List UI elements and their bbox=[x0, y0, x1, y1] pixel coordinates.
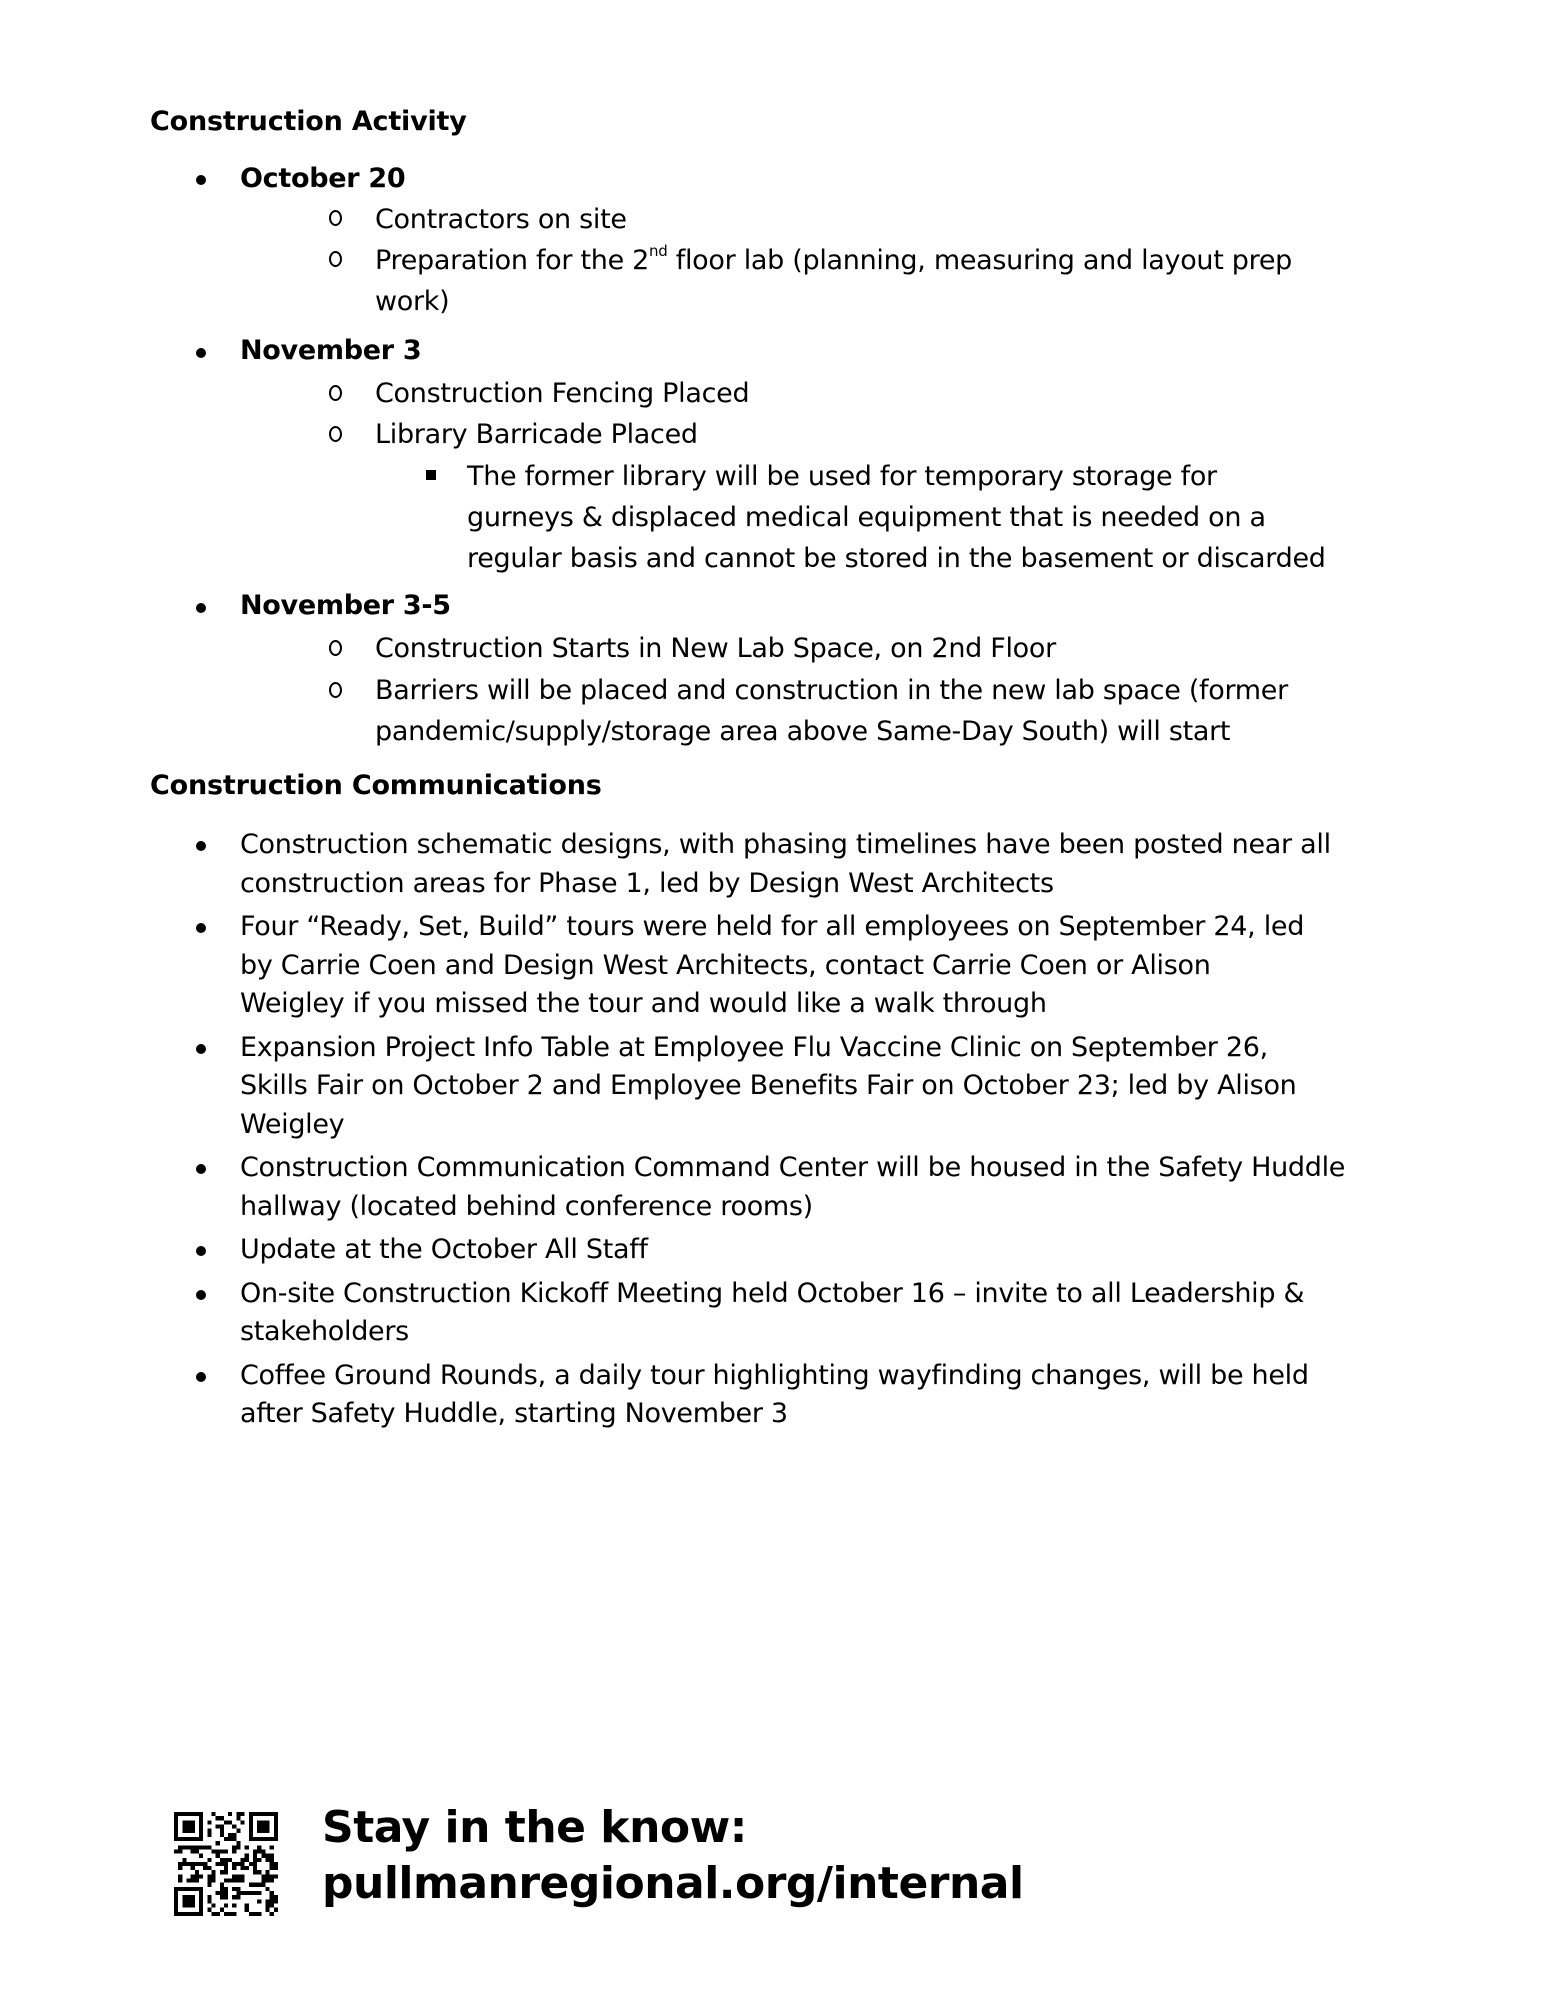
qr-module bbox=[232, 1895, 236, 1899]
qr-module bbox=[257, 1912, 261, 1916]
qr-module bbox=[195, 1862, 199, 1866]
qr-module bbox=[241, 1891, 245, 1895]
qr-module bbox=[245, 1891, 249, 1895]
qr-module bbox=[220, 1858, 224, 1862]
circle-bullet-icon bbox=[329, 385, 342, 401]
qr-module bbox=[220, 1887, 224, 1891]
entry-item: Construction Fencing Placed bbox=[375, 378, 750, 409]
qr-module bbox=[266, 1858, 270, 1862]
qr-module bbox=[228, 1912, 232, 1916]
qr-module bbox=[261, 1854, 265, 1858]
qr-module bbox=[224, 1870, 228, 1874]
communication-item-line: On-site Construction Kickoff Meeting held October 16 – invite to all Leadership & bbox=[240, 1277, 1305, 1309]
qr-module bbox=[224, 1891, 228, 1895]
qr-module bbox=[216, 1824, 220, 1828]
entry-date-october-20: October 20 bbox=[240, 163, 406, 194]
qr-module bbox=[228, 1812, 232, 1816]
qr-module bbox=[195, 1845, 199, 1849]
qr-module bbox=[253, 1854, 257, 1858]
square-bullet-icon bbox=[426, 470, 436, 480]
bullet-dot-icon bbox=[196, 841, 206, 851]
qr-module bbox=[195, 1870, 199, 1874]
qr-module bbox=[220, 1883, 224, 1887]
qr-module bbox=[186, 1862, 190, 1866]
qr-module bbox=[207, 1879, 211, 1883]
qr-module bbox=[270, 1899, 274, 1903]
qr-module bbox=[232, 1862, 236, 1866]
qr-finder bbox=[249, 1812, 253, 1841]
entry-date-november-3: November 3 bbox=[240, 335, 422, 366]
qr-module bbox=[241, 1874, 245, 1878]
qr-module bbox=[236, 1895, 240, 1899]
qr-module bbox=[224, 1837, 228, 1841]
qr-finder bbox=[199, 1812, 203, 1841]
qr-module bbox=[257, 1849, 261, 1853]
qr-module bbox=[241, 1820, 245, 1824]
qr-module bbox=[207, 1895, 211, 1899]
qr-module bbox=[195, 1879, 199, 1883]
qr-module bbox=[241, 1858, 245, 1862]
qr-module bbox=[266, 1887, 270, 1891]
qr-finder bbox=[249, 1812, 278, 1816]
qr-module bbox=[253, 1849, 257, 1853]
qr-module bbox=[257, 1883, 261, 1887]
qr-module bbox=[224, 1904, 228, 1908]
qr-module bbox=[232, 1833, 236, 1837]
qr-module bbox=[232, 1824, 236, 1828]
qr-module bbox=[232, 1837, 236, 1841]
qr-module bbox=[216, 1849, 220, 1853]
qr-module bbox=[274, 1899, 278, 1903]
qr-module bbox=[216, 1854, 220, 1858]
qr-module bbox=[220, 1849, 224, 1853]
qr-module bbox=[253, 1870, 257, 1874]
qr-module bbox=[270, 1895, 274, 1899]
qr-finder bbox=[174, 1812, 203, 1816]
circle-bullet-icon bbox=[329, 210, 342, 226]
qr-module bbox=[224, 1849, 228, 1853]
communication-item-line: Four “Ready, Set, Build” tours were held for all employees on September 24, led bbox=[240, 911, 1305, 942]
qr-module bbox=[216, 1891, 220, 1895]
qr-finder bbox=[199, 1887, 203, 1916]
qr-module bbox=[199, 1854, 203, 1858]
qr-module bbox=[211, 1870, 215, 1874]
qr-module bbox=[266, 1874, 270, 1878]
qr-module bbox=[191, 1879, 195, 1883]
qr-code-icon bbox=[174, 1812, 278, 1916]
qr-module bbox=[266, 1854, 270, 1858]
qr-module bbox=[270, 1879, 274, 1883]
qr-module bbox=[236, 1874, 240, 1878]
qr-module bbox=[199, 1862, 203, 1866]
qr-module bbox=[195, 1874, 199, 1878]
qr-module bbox=[186, 1845, 190, 1849]
qr-module bbox=[266, 1908, 270, 1912]
qr-module bbox=[228, 1833, 232, 1837]
communication-item-line: after Safety Huddle, starting November 3 bbox=[240, 1398, 788, 1429]
bullet-dot-icon bbox=[196, 1290, 206, 1300]
qr-module bbox=[270, 1845, 274, 1849]
qr-module bbox=[274, 1862, 278, 1866]
qr-module bbox=[178, 1862, 182, 1866]
qr-finder bbox=[174, 1837, 203, 1841]
qr-module bbox=[253, 1858, 257, 1862]
communication-item-line: Construction schematic designs, with phasing timelines have been posted near all bbox=[240, 829, 1331, 860]
qr-module bbox=[245, 1904, 249, 1908]
qr-module bbox=[216, 1816, 220, 1820]
qr-module bbox=[224, 1858, 228, 1862]
qr-finder bbox=[174, 1887, 178, 1916]
qr-module bbox=[224, 1866, 228, 1870]
qr-module bbox=[270, 1854, 274, 1858]
qr-module bbox=[270, 1874, 274, 1878]
qr-module bbox=[220, 1824, 224, 1828]
qr-module bbox=[211, 1874, 215, 1878]
qr-module bbox=[207, 1833, 211, 1837]
qr-module bbox=[236, 1862, 240, 1866]
qr-module bbox=[274, 1874, 278, 1878]
qr-module bbox=[270, 1866, 274, 1870]
qr-module bbox=[207, 1866, 211, 1870]
qr-module bbox=[199, 1845, 203, 1849]
qr-module bbox=[220, 1891, 224, 1895]
circle-bullet-icon bbox=[329, 640, 342, 656]
qr-module bbox=[232, 1879, 236, 1883]
qr-module bbox=[241, 1879, 245, 1883]
qr-module bbox=[207, 1820, 211, 1824]
qr-module bbox=[228, 1858, 232, 1862]
qr-module bbox=[257, 1845, 261, 1849]
entry-item: Contractors on site bbox=[375, 204, 627, 235]
qr-module bbox=[211, 1904, 215, 1908]
qr-finder bbox=[274, 1812, 278, 1841]
communication-item-line: Coffee Ground Rounds, a daily tour highlighting wayfinding changes, will be held bbox=[240, 1359, 1309, 1391]
qr-module bbox=[220, 1908, 224, 1912]
qr-module bbox=[203, 1845, 207, 1849]
qr-finder bbox=[174, 1912, 203, 1916]
qr-module bbox=[236, 1816, 240, 1820]
qr-module bbox=[270, 1912, 274, 1916]
qr-module bbox=[191, 1849, 195, 1853]
qr-module bbox=[216, 1862, 220, 1866]
communication-item-line: Update at the October All Staff bbox=[240, 1234, 648, 1265]
section-heading-construction-activity: Construction Activity bbox=[150, 106, 467, 137]
qr-module bbox=[228, 1879, 232, 1883]
qr-module bbox=[220, 1829, 224, 1833]
bullet-dot-icon bbox=[196, 175, 206, 185]
qr-module bbox=[270, 1891, 274, 1895]
bullet-dot-icon bbox=[196, 1246, 206, 1256]
bullet-dot-icon bbox=[196, 1372, 206, 1382]
qr-module bbox=[236, 1887, 240, 1891]
section-heading-construction-communications: Construction Communications bbox=[150, 770, 602, 801]
qr-module bbox=[241, 1812, 245, 1816]
qr-module bbox=[216, 1912, 220, 1916]
qr-module bbox=[257, 1899, 261, 1903]
qr-module bbox=[249, 1891, 253, 1895]
bullet-dot-icon bbox=[196, 923, 206, 933]
qr-module bbox=[245, 1845, 249, 1849]
qr-module bbox=[241, 1866, 245, 1870]
qr-module bbox=[182, 1845, 186, 1849]
sub-item-line: The former library will be used for temporary storage for bbox=[467, 461, 1217, 492]
circle-bullet-icon bbox=[329, 682, 342, 698]
qr-module bbox=[228, 1820, 232, 1824]
qr-module bbox=[224, 1879, 228, 1883]
qr-module bbox=[274, 1908, 278, 1912]
qr-module bbox=[266, 1899, 270, 1903]
qr-module bbox=[270, 1904, 274, 1908]
entry-item-continuation: work) bbox=[375, 286, 450, 317]
circle-bullet-icon bbox=[329, 426, 342, 442]
entry-item: Construction Starts in New Lab Space, on 2nd Floor bbox=[375, 633, 1056, 664]
qr-module bbox=[191, 1862, 195, 1866]
qr-module bbox=[224, 1862, 228, 1866]
qr-module bbox=[224, 1887, 228, 1891]
qr-module bbox=[211, 1812, 215, 1816]
qr-module bbox=[261, 1879, 265, 1883]
qr-module bbox=[253, 1891, 257, 1895]
communication-item-line: construction areas for Phase 1, led by Design West Architects bbox=[240, 867, 1054, 899]
qr-module bbox=[191, 1845, 195, 1849]
qr-module bbox=[241, 1862, 245, 1866]
qr-module bbox=[182, 1862, 186, 1866]
qr-module bbox=[220, 1862, 224, 1866]
qr-finder bbox=[249, 1837, 278, 1841]
qr-finder bbox=[174, 1812, 178, 1841]
bullet-dot-icon bbox=[196, 1164, 206, 1174]
entry-item: Barriers will be placed and construction in the new lab space (former bbox=[375, 675, 1288, 706]
qr-module bbox=[224, 1895, 228, 1899]
qr-module bbox=[191, 1866, 195, 1870]
qr-module bbox=[220, 1895, 224, 1899]
qr-module bbox=[232, 1849, 236, 1853]
qr-module bbox=[191, 1874, 195, 1878]
qr-module bbox=[261, 1883, 265, 1887]
communication-item-line: Weigley if you missed the tour and would like a walk through bbox=[240, 988, 1047, 1019]
sub-item-line: regular basis and cannot be stored in the basement or discarded bbox=[467, 543, 1326, 574]
qr-module bbox=[236, 1829, 240, 1833]
communication-item-line: hallway (located behind conference rooms) bbox=[240, 1190, 813, 1222]
communication-item-line: Weigley bbox=[240, 1108, 345, 1140]
circle-bullet-icon bbox=[329, 251, 342, 267]
communication-item-line: Skills Fair on October 2 and Employee Benefits Fair on October 23; led by Alison bbox=[240, 1070, 1297, 1101]
superscript: nd bbox=[649, 242, 668, 260]
bullet-dot-icon bbox=[196, 603, 206, 613]
qr-module bbox=[203, 1862, 207, 1866]
qr-module bbox=[228, 1837, 232, 1841]
bullet-dot-icon bbox=[196, 1044, 206, 1054]
sub-item-line: gurneys & displaced medical equipment that is needed on a bbox=[467, 502, 1266, 533]
qr-module bbox=[236, 1812, 240, 1816]
qr-module bbox=[257, 1891, 261, 1895]
qr-module bbox=[261, 1874, 265, 1878]
qr-module bbox=[249, 1883, 253, 1887]
qr-module bbox=[178, 1866, 182, 1870]
qr-module bbox=[178, 1845, 182, 1849]
qr-module bbox=[203, 1866, 207, 1870]
qr-module bbox=[211, 1849, 215, 1853]
qr-finder bbox=[182, 1895, 194, 1907]
qr-finder bbox=[174, 1887, 203, 1891]
qr-module bbox=[174, 1849, 178, 1853]
qr-module bbox=[266, 1904, 270, 1908]
qr-module bbox=[178, 1849, 182, 1853]
footer-url[interactable]: pullmanregional.org/internal bbox=[322, 1858, 1024, 1909]
qr-module bbox=[270, 1862, 274, 1866]
entry-item-continuation: pandemic/supply/storage area above Same-Day South) will start bbox=[375, 716, 1231, 747]
qr-module bbox=[220, 1816, 224, 1820]
qr-module bbox=[249, 1862, 253, 1866]
qr-module bbox=[207, 1829, 211, 1833]
communication-item-line: Construction Communication Command Center will be housed in the Safety Huddle bbox=[240, 1152, 1346, 1183]
qr-module bbox=[178, 1874, 182, 1878]
footer-tagline: Stay in the know: bbox=[322, 1802, 747, 1853]
qr-module bbox=[261, 1849, 265, 1853]
qr-module bbox=[207, 1845, 211, 1849]
communication-item-line: by Carrie Coen and Design West Architects, contact Carrie Coen or Alison bbox=[240, 949, 1211, 981]
qr-module bbox=[220, 1833, 224, 1837]
qr-module bbox=[236, 1891, 240, 1895]
qr-module bbox=[207, 1883, 211, 1887]
qr-module bbox=[224, 1820, 228, 1824]
qr-module bbox=[207, 1899, 211, 1903]
qr-module bbox=[270, 1858, 274, 1862]
qr-module bbox=[253, 1912, 257, 1916]
qr-module bbox=[236, 1845, 240, 1849]
qr-module bbox=[253, 1883, 257, 1887]
entry-item-text: floor lab (planning, measuring and layout prep bbox=[667, 245, 1292, 276]
qr-module bbox=[182, 1858, 186, 1862]
qr-module bbox=[249, 1912, 253, 1916]
qr-module bbox=[232, 1845, 236, 1849]
qr-module bbox=[195, 1849, 199, 1853]
qr-finder bbox=[257, 1820, 269, 1832]
qr-module bbox=[216, 1841, 220, 1845]
qr-module bbox=[232, 1887, 236, 1891]
qr-module bbox=[266, 1879, 270, 1883]
qr-module bbox=[236, 1841, 240, 1845]
qr-module bbox=[220, 1870, 224, 1874]
qr-module bbox=[232, 1912, 236, 1916]
communication-item-line: stakeholders bbox=[240, 1316, 409, 1347]
qr-module bbox=[274, 1866, 278, 1870]
qr-module bbox=[199, 1874, 203, 1878]
qr-module bbox=[245, 1858, 249, 1862]
qr-module bbox=[186, 1879, 190, 1883]
qr-module bbox=[257, 1858, 261, 1862]
qr-module bbox=[207, 1874, 211, 1878]
qr-module bbox=[224, 1912, 228, 1916]
qr-module bbox=[245, 1908, 249, 1912]
qr-module bbox=[274, 1895, 278, 1899]
communication-item-line: Expansion Project Info Table at Employee Flu Vaccine Clinic on September 26, bbox=[240, 1031, 1268, 1063]
qr-module bbox=[232, 1866, 236, 1870]
qr-module bbox=[253, 1866, 257, 1870]
qr-module bbox=[245, 1866, 249, 1870]
entry-item: Library Barricade Placed bbox=[375, 419, 698, 450]
qr-module bbox=[257, 1870, 261, 1874]
qr-module bbox=[253, 1862, 257, 1866]
qr-module bbox=[232, 1874, 236, 1878]
qr-finder bbox=[182, 1820, 194, 1832]
entry-item bbox=[375, 242, 1292, 276]
qr-module bbox=[232, 1904, 236, 1908]
qr-module bbox=[211, 1879, 215, 1883]
qr-module bbox=[236, 1879, 240, 1883]
qr-module bbox=[266, 1870, 270, 1874]
qr-module bbox=[211, 1912, 215, 1916]
qr-module bbox=[178, 1879, 182, 1883]
entry-item-text: Preparation for the 2 bbox=[375, 245, 650, 276]
qr-module bbox=[207, 1858, 211, 1862]
entry-date-november-3-5: November 3-5 bbox=[240, 590, 451, 621]
qr-module bbox=[207, 1908, 211, 1912]
qr-module bbox=[245, 1854, 249, 1858]
bullet-dot-icon bbox=[196, 348, 206, 358]
